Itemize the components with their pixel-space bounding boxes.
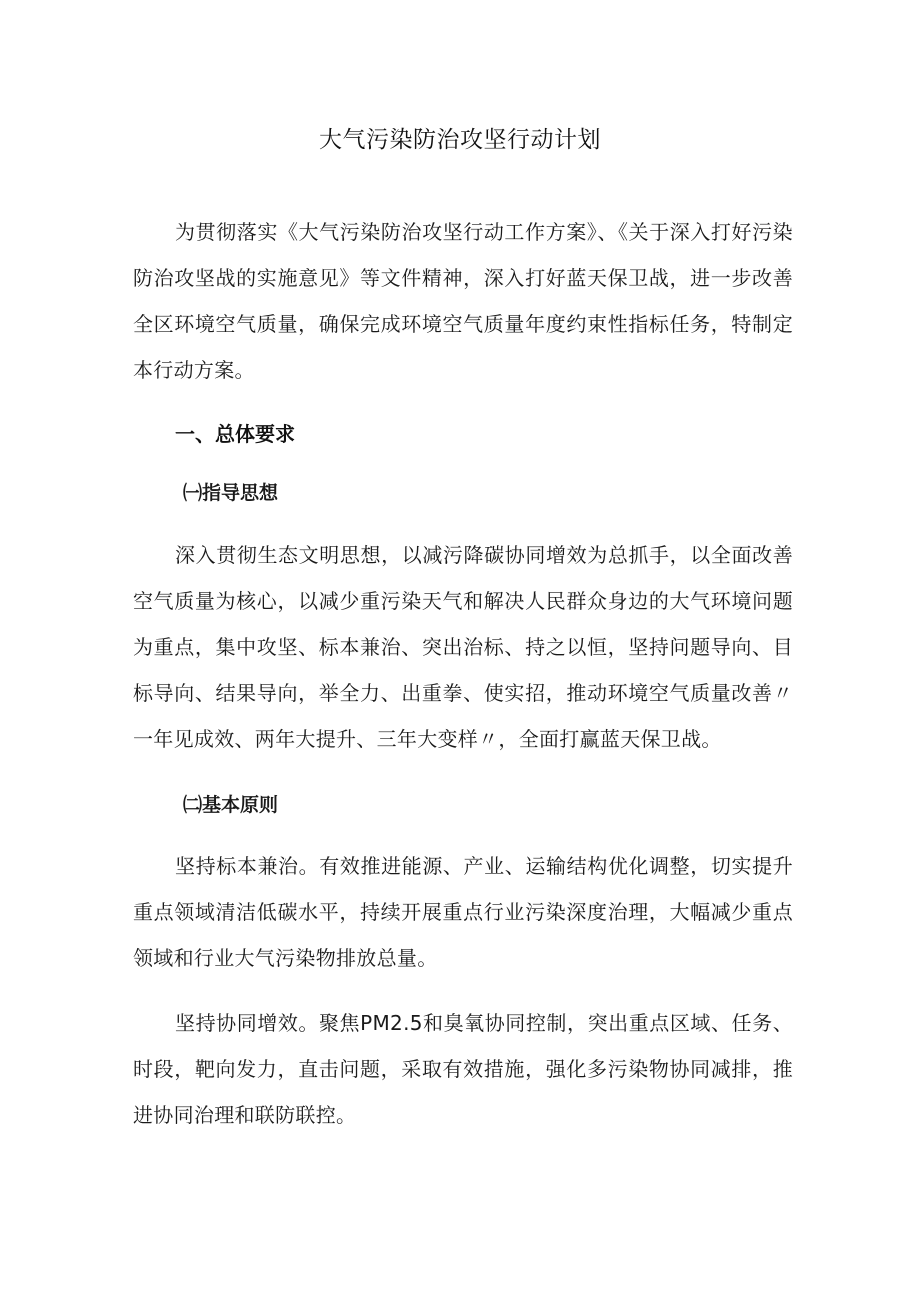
subsection-heading-basic-principles: ㈡基本原则	[183, 794, 279, 816]
subsection-heading-guiding-ideology: ㈠指导思想	[183, 482, 279, 504]
document-title: 大气污染防治攻坚行动计划	[319, 127, 601, 153]
section-heading-general-requirements: 一、总体要求	[175, 422, 295, 446]
principle-paragraph-root-and-symptom: 坚持标本兼治。有效推进能源、产业、运输结构优化调整，切实提升重点领域清洁低碳水平，持续开展重点行业污染深度治理，大幅减少重点领域和行业大气污染物排放总量。	[133, 854, 793, 970]
intro-paragraph: 为贯彻落实《大气污染防治攻坚行动工作方案》、《关于深入打好污染防治攻坚战的实施意见》等文件精神，深入打好蓝天保卫战，进一步改善全区环境空气质量，确保完成环境空气质量年度约束性指标任务，特制定本行动方案。	[133, 220, 793, 382]
guiding-ideology-paragraph: 深入贯彻生态文明思想，以减污降碳协同增效为总抓手，以全面改善空气质量为核心，以减少重污染天气和解决人民群众身边的大气环境问题为重点，集中攻坚、标本兼治、突出治标、持之以恒，坚持问题导向、目标导向、结果导向，举全力、出重拳、使实招，推动环境空气质量改善〃一年见成效、两年大提升、三年大变样〃，全面打赢蓝天保卫战。	[133, 543, 793, 751]
principle-paragraph-synergy: 坚持协同增效。聚焦PM2.5和臭氧协同控制，突出重点区域、任务、时段，靶向发力，直击问题，采取有效措施，强化多污染物协同减排，推进协同治理和联防联控。	[133, 1011, 793, 1127]
